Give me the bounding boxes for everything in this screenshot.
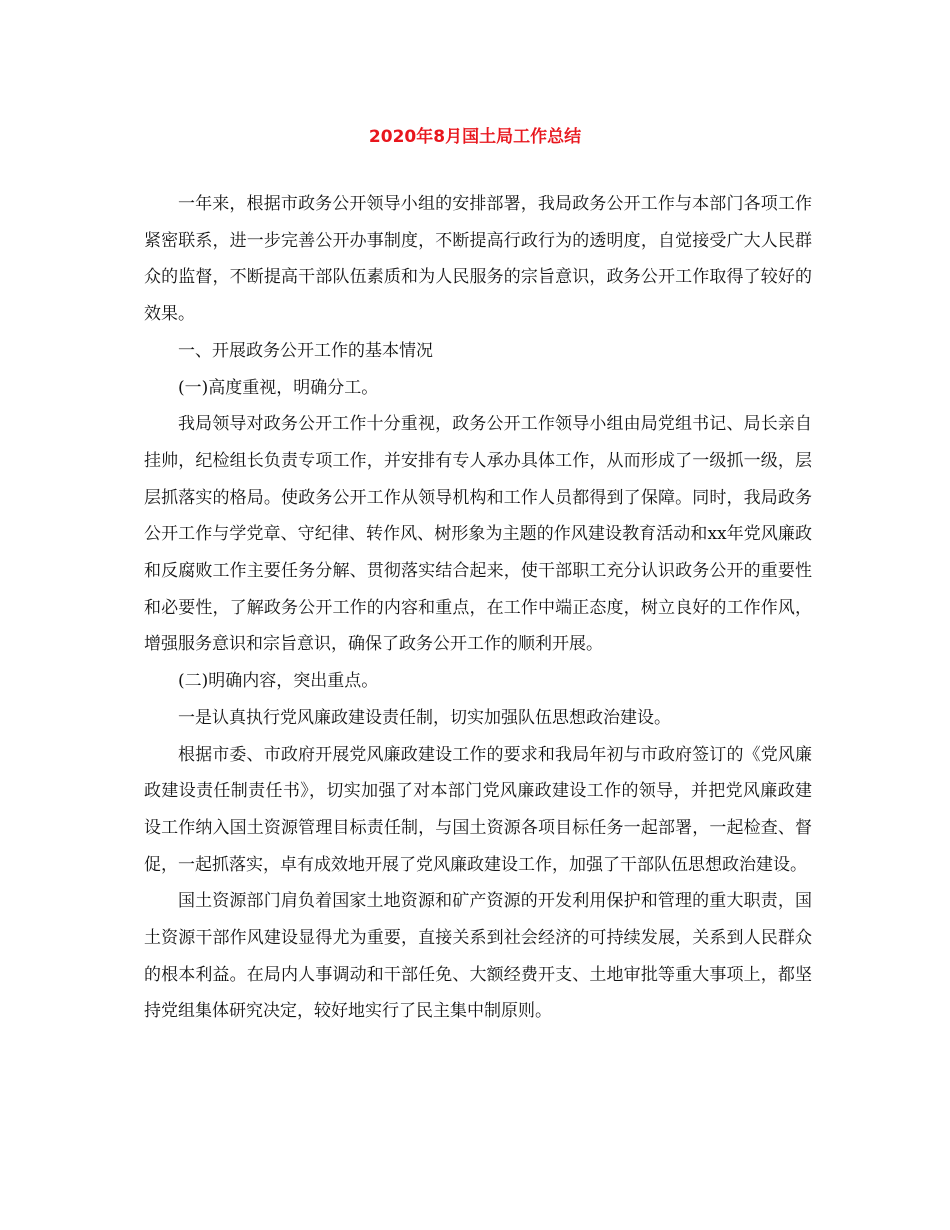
document-title: 2020年8月国土局工作总结: [368, 127, 582, 147]
section-heading-basic-situation: 一、开展政务公开工作的基本情况: [178, 340, 433, 361]
subsection-heading-attention: (一)高度重视，明确分工。: [178, 377, 379, 398]
paragraph-leadership: 我局领导对政务公开工作十分重视，政务公开工作领导小组由局党组书记、局长亲自挂帅，纪检组长负责专项工作，并安排有专人承办具体工作，从而形成了一级抓一级，层层抓落实的格局。使政务公开工作从领导机构和工作人员都得到了保障。同时，我局政务公开工作与学党章、守纪律、转作风、树形象为主题的作风建设教育活动和xx年党风廉政和反腐败工作主要任务分解、贯彻落实结合起来，使干部职工充分认识政务公开的重要性和必要性，了解政务公开工作的内容和重点，在工作中端正态度，树立良好的工作作风，增强服务意识和宗旨意识，确保了政务公开工作的顺利开展。: [144, 414, 812, 655]
subsection-heading-content: (二)明确内容，突出重点。: [178, 671, 379, 692]
paragraph-intro: 一年来，根据市政务公开领导小组的安排部署，我局政务公开工作与本部门各项工作紧密联系，进一步完善公开办事制度，不断提高行政行为的透明度，自觉接受广大人民群众的监督，不断提高干部队伍素质和为人民服务的宗旨意识，政务公开工作取得了较好的效果。: [144, 194, 812, 325]
paragraph-resources: 国土资源部门肩负着国家土地资源和矿产资源的开发利用保护和管理的重大职责，国土资源干部作风建设显得尤为重要，直接关系到社会经济的可持续发展，关系到人民群众的根本利益。在局内人事调动和干部任免、大额经费开支、土地审批等重大事项上，都坚持党组集体研究决定，较好地实行了民主集中制原则。: [144, 891, 812, 1022]
document-body: [144, 186, 812, 1030]
paragraph-responsibility: 根据市委、市政府开展党风廉政建设工作的要求和我局年初与市政府签订的《党风廉政建设责任制责任书》，切实加强了对本部门党风廉政建设工作的领导，并把党风廉政建设工作纳入国土资源管理目标责任制，与国土资源各项目标任务一起部署，一起检查、督促，一起抓落实，卓有成效地开展了党风廉政建设工作，加强了干部队伍思想政治建设。: [144, 744, 812, 875]
paragraph-point-one: 一是认真执行党风廉政建设责任制，切实加强队伍思想政治建设。: [178, 707, 671, 728]
